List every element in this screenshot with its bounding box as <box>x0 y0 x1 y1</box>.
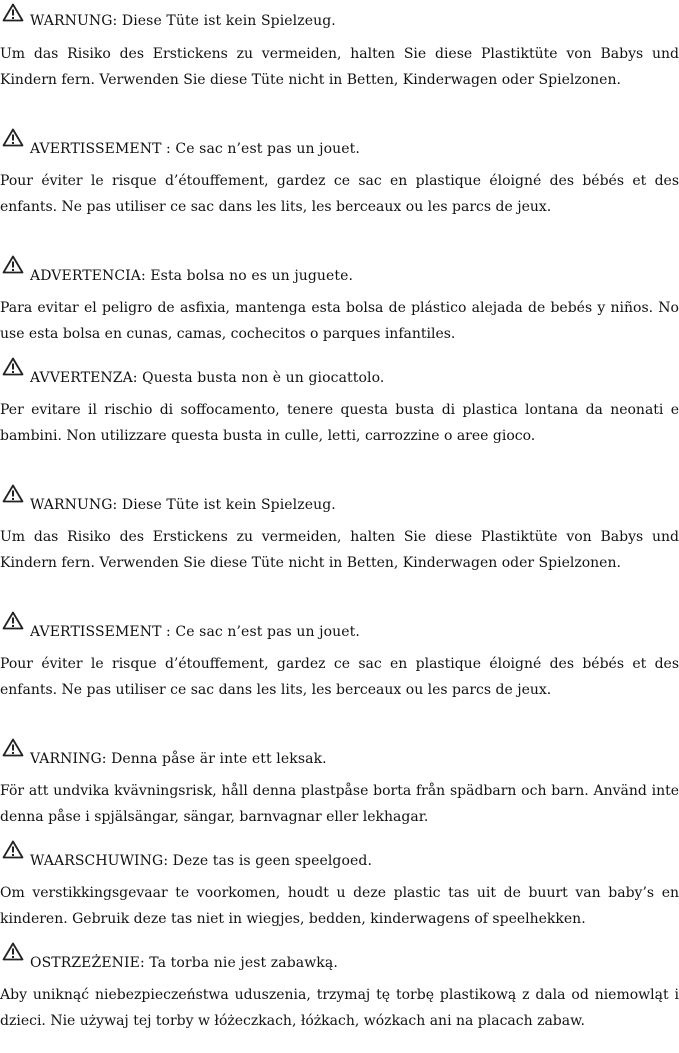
warning-body: Pour éviter le risque d’étouffement, gardez ce sac en plastique éloigné des bébés et des enfants. Ne pas utiliser ce sac dans les lits, les berceaux ou les parcs de jeux. <box>0 173 679 215</box>
warning-body: Aby uniknąć niebezpieczeństwa uduszenia, trzymaj tę torbę plastikową z dala od niemowląt i dzieci. Nie używaj tej torby w łóżeczkach, łóżkach, wózkach ani na placach zabaw. <box>0 987 679 1029</box>
warning-triangle-icon <box>2 738 24 757</box>
warning-triangle-icon <box>2 484 24 503</box>
warning-body: Pour éviter le risque d’étouffement, gardez ce sac en plastique éloigné des bébés et des enfants. Ne pas utiliser ce sac dans les lits, les berceaux ou les parcs de jeux. <box>0 656 679 698</box>
warning-body: Om verstikkingsgevaar te voorkomen, houdt u deze plastic tas uit de buurt van baby’s en kinderen. Gebruik deze tas niet in wiegjes, bedden, kinderwagens of speelhekken. <box>0 885 679 927</box>
warning-triangle-icon <box>2 255 24 274</box>
warning-heading: WARNUNG: Diese Tüte ist kein Spielzeug. <box>30 497 336 513</box>
warning-body: För att undvika kvävningsrisk, håll denna plastpåse borta från spädbarn och barn. Använd inte denna påse i spjälsängar, sängar, barnvagnar eller lekhagar. <box>0 783 679 825</box>
warning-heading: VARNING: Denna påse är inte ett leksak. <box>30 751 327 767</box>
warning-heading: AVVERTENZA: Questa busta non è un giocattolo. <box>30 370 385 386</box>
warning-heading: ADVERTENCIA: Esta bolsa no es un juguete. <box>30 268 354 284</box>
warning-triangle-icon <box>2 840 24 859</box>
warning-triangle-icon <box>2 128 24 147</box>
warning-heading: AVERTISSEMENT : Ce sac n’est pas un jouet. <box>30 141 360 157</box>
warning-heading: WARNUNG: Diese Tüte ist kein Spielzeug. <box>30 13 336 29</box>
warning-body: Para evitar el peligro de asfixia, mantenga esta bolsa de plástico alejada de bebés y niños. No use esta bolsa en cunas, camas, cochecitos o parques infantiles. <box>0 300 679 342</box>
warning-body: Per evitare il rischio di soffocamento, tenere questa busta di plastica lontana da neonati e bambini. Non utilizzare questa busta in culle, letti, carrozzine o aree gioco. <box>0 402 679 444</box>
warning-triangle-icon <box>2 942 24 961</box>
warning-triangle-icon <box>2 357 24 376</box>
warning-heading: OSTRZEŻENIE: Ta torba nie jest zabawką. <box>30 955 338 971</box>
warning-heading: AVERTISSEMENT : Ce sac n’est pas un jouet. <box>30 624 360 640</box>
warning-heading: WAARSCHUWING: Deze tas is geen speelgoed. <box>30 853 373 869</box>
warning-body: Um das Risiko des Erstickens zu vermeiden, halten Sie diese Plastiktüte von Babys und Kindern fern. Verwenden Sie diese Tüte nicht in Betten, Kinderwagen oder Spielzonen. <box>0 46 679 88</box>
warning-triangle-icon <box>2 3 24 22</box>
warning-triangle-icon <box>2 611 24 630</box>
warning-body: Um das Risiko des Erstickens zu vermeiden, halten Sie diese Plastiktüte von Babys und Kindern fern. Verwenden Sie diese Tüte nicht in Betten, Kinderwagen oder Spielzonen. <box>0 529 679 571</box>
